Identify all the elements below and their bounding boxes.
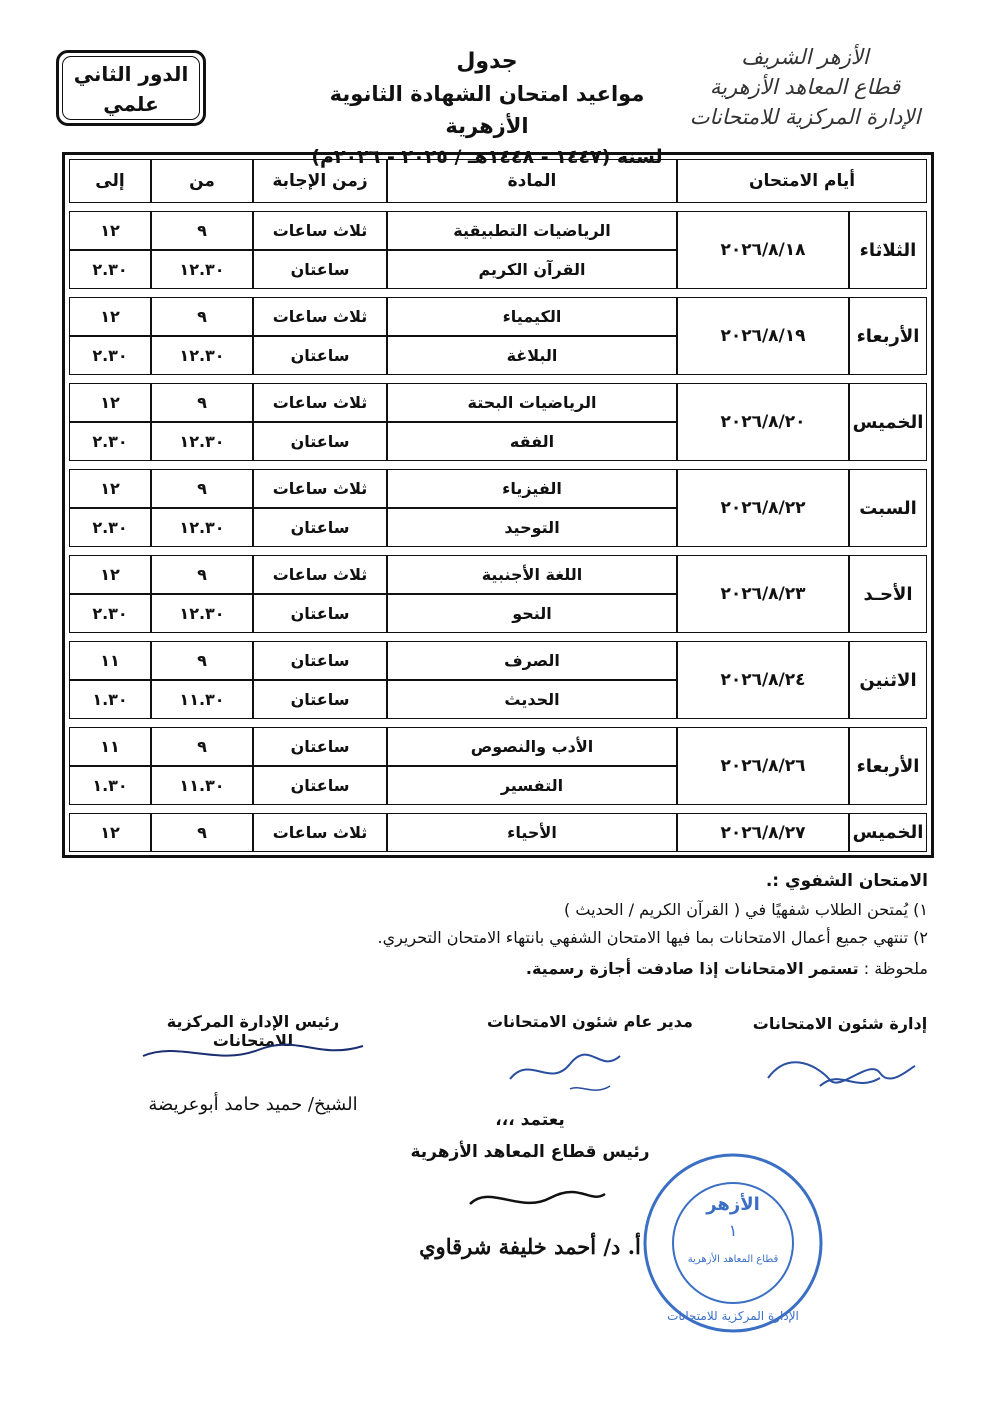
exam-date: ٢٠٢٦/٨/٢٠ (677, 383, 849, 461)
exam-date: ٢٠٢٦/٨/٢٢ (677, 469, 849, 547)
table-row (69, 383, 927, 422)
table-header-row (69, 159, 927, 203)
exam-end-time: ١.٣٠ (69, 766, 151, 805)
exam-end-time: ١٢ (69, 383, 151, 422)
organization-header (660, 42, 950, 132)
exam-day: الأربعاء (849, 727, 927, 805)
division-label: علمي (103, 92, 159, 116)
col-subject: المادة (387, 159, 677, 203)
exam-date: ٢٠٢٦/٨/٢٤ (677, 641, 849, 719)
exam-duration: ساعتان (253, 766, 387, 805)
exam-end-time: ١٢ (69, 555, 151, 594)
table-row (69, 813, 927, 852)
remark-text: تستمر الامتحانات إذا صادفت أجازة رسمية. (525, 959, 859, 978)
row-gap (69, 719, 927, 727)
table-row (69, 555, 927, 594)
signatory-name: الشيخ/ حميد حامد أبوعريضة (148, 1094, 358, 1115)
exam-day: الثلاثاء (849, 211, 927, 289)
exam-start-time: ٩ (151, 813, 253, 852)
exam-duration: ثلاث ساعات (253, 211, 387, 250)
handwritten-signature-icon (138, 1036, 368, 1072)
exam-day: الخميس (849, 383, 927, 461)
exam-end-time: ٢.٣٠ (69, 422, 151, 461)
org-line-3: الإدارة المركزية للامتحانات (689, 105, 921, 129)
exam-start-time: ٩ (151, 211, 253, 250)
document-subtitle: مواعيد امتحان الشهادة الثانوية الأزهرية (329, 82, 645, 138)
table-body (69, 203, 927, 852)
exam-duration: ساعتان (253, 641, 387, 680)
exam-start-time: ٩ (151, 469, 253, 508)
exam-start-time: ١٢.٣٠ (151, 336, 253, 375)
exam-end-time: ١٢ (69, 211, 151, 250)
exam-subject: الأحياء (387, 813, 677, 852)
col-to: إلى (69, 159, 151, 203)
signature-general-manager (480, 1012, 700, 1031)
note-line-2: ٢) تنتهي جميع أعمال الامتحانات بما فيها الامتحان الشفهي بانتهاء الامتحان التحريري. (377, 928, 928, 947)
signature-central-head (128, 1012, 378, 1115)
exam-subject: النحو (387, 594, 677, 633)
exam-start-time: ١٢.٣٠ (151, 250, 253, 289)
exam-duration: ثلاث ساعات (253, 469, 387, 508)
remark-label: ملحوظة : (863, 959, 928, 978)
exam-subject: اللغة الأجنبية (387, 555, 677, 594)
round-label: الدور الثاني (73, 62, 189, 86)
table-row (69, 641, 927, 680)
stamp-top-text: الأزهر (706, 1194, 760, 1215)
exam-end-time: ١١ (69, 727, 151, 766)
handwritten-signature-icon (760, 1038, 920, 1108)
row-gap (69, 375, 927, 383)
exam-start-time: ٩ (151, 641, 253, 680)
exam-date: ٢٠٢٦/٨/٢٧ (677, 813, 849, 852)
row-gap (69, 289, 927, 297)
note-line-1: ١) يُمتحن الطلاب شفهيًا في ( القرآن الكريم / الحديث ) (564, 900, 928, 919)
approver-title: رئيس قطاع المعاهد الأزهرية (410, 1142, 650, 1162)
exam-duration: ساعتان (253, 508, 387, 547)
table-row (69, 211, 927, 250)
exam-duration: ثلاث ساعات (253, 555, 387, 594)
col-duration: زمن الإجابة (253, 159, 387, 203)
handwritten-signature-icon (500, 1034, 640, 1104)
exam-subject: الكيمياء (387, 297, 677, 336)
exam-start-time: ١٢.٣٠ (151, 422, 253, 461)
exam-day: الأحـد (849, 555, 927, 633)
exam-subject: التوحيد (387, 508, 677, 547)
exam-subject: الأدب والنصوص (387, 727, 677, 766)
exam-subject: الرياضيات البحتة (387, 383, 677, 422)
approval-label: يعتمد ،،، (495, 1110, 565, 1130)
table-row (69, 469, 927, 508)
exam-duration: ساعتان (253, 680, 387, 719)
exam-duration: ثلاث ساعات (253, 813, 387, 852)
oral-exam-title: الامتحان الشفوي :. (765, 871, 928, 891)
exam-start-time: ١٢.٣٠ (151, 594, 253, 633)
exam-subject: الحديث (387, 680, 677, 719)
exam-end-time: ٢.٣٠ (69, 250, 151, 289)
exam-end-time: ٢.٣٠ (69, 594, 151, 633)
exam-start-time: ٩ (151, 297, 253, 336)
exam-end-time: ١.٣٠ (69, 680, 151, 719)
exam-start-time: ٩ (151, 383, 253, 422)
row-gap (69, 805, 927, 813)
row-gap (69, 203, 927, 211)
exam-subject: الصرف (387, 641, 677, 680)
exam-start-time: ٩ (151, 727, 253, 766)
exam-duration: ساعتان (253, 422, 387, 461)
signature-title: إدارة شئون الامتحانات (752, 1014, 928, 1033)
exam-subject: البلاغة (387, 336, 677, 375)
row-gap (69, 461, 927, 469)
exam-day: الخميس (849, 813, 927, 852)
row-gap (69, 633, 927, 641)
stamp-inner-text: قطاع المعاهد الأزهرية (687, 1254, 779, 1265)
exam-date: ٢٠٢٦/٨/١٨ (677, 211, 849, 289)
exam-duration: ساعتان (253, 250, 387, 289)
col-days: أيام الامتحان (677, 159, 927, 203)
handwritten-signature-icon (460, 1174, 610, 1224)
document-title: جدول (456, 49, 518, 74)
exam-duration: ساعتان (253, 594, 387, 633)
schedule-table (69, 159, 927, 852)
exam-end-time: ٢.٣٠ (69, 508, 151, 547)
exam-end-time: ١٢ (69, 813, 151, 852)
approval-block (400, 1104, 660, 1259)
exam-subject: التفسير (387, 766, 677, 805)
exam-date: ٢٠٢٦/٨/٢٣ (677, 555, 849, 633)
official-stamp-icon (638, 1148, 828, 1338)
exam-duration: ساعتان (253, 727, 387, 766)
table-row (69, 727, 927, 766)
exam-end-time: ١٢ (69, 297, 151, 336)
approver-name: أ. د/ أحمد خليفة شرقاوي (419, 1234, 641, 1259)
signature-exam-affairs (750, 1014, 930, 1033)
row-gap (69, 547, 927, 555)
stamp-number: ١ (728, 1221, 738, 1240)
academic-year: لسنة (١٤٤٧ - ١٤٤٨هـ / ٢٠٢٥ - ٢٠٢٦م) (311, 146, 663, 168)
exam-duration: ثلاث ساعات (253, 297, 387, 336)
exam-day: السبت (849, 469, 927, 547)
exam-subject: الرياضيات التطبيقية (387, 211, 677, 250)
exam-start-time: ١١.٣٠ (151, 680, 253, 719)
exam-subject: القرآن الكريم (387, 250, 677, 289)
signature-title: رئيس الإدارة المركزية للامتحانات (166, 1012, 340, 1050)
org-line-2: قطاع المعاهد الأزهرية (709, 75, 901, 99)
exam-duration: ساعتان (253, 336, 387, 375)
org-line-1: الأزهر الشريف (741, 45, 869, 69)
exam-date: ٢٠٢٦/٨/١٩ (677, 297, 849, 375)
exam-subject: الفيزياء (387, 469, 677, 508)
exam-duration: ثلاث ساعات (253, 383, 387, 422)
exam-start-time: ٩ (151, 555, 253, 594)
exam-subject: الفقه (387, 422, 677, 461)
table-row (69, 297, 927, 336)
stamp-ring-text: الإدارة المركزية للامتحانات (667, 1309, 799, 1323)
exam-end-time: ١١ (69, 641, 151, 680)
notes-section (228, 866, 928, 986)
exam-date: ٢٠٢٦/٨/٢٦ (677, 727, 849, 805)
remark (228, 952, 928, 986)
col-from: من (151, 159, 253, 203)
exam-day: الأربعاء (849, 297, 927, 375)
exam-start-time: ١٢.٣٠ (151, 508, 253, 547)
exam-start-time: ١١.٣٠ (151, 766, 253, 805)
round-badge (56, 50, 206, 126)
exam-day: الاثنين (849, 641, 927, 719)
exam-end-time: ١٢ (69, 469, 151, 508)
signature-title: مدير عام شئون الامتحانات (487, 1012, 693, 1031)
exam-end-time: ٢.٣٠ (69, 336, 151, 375)
schedule-table-frame (62, 152, 934, 858)
